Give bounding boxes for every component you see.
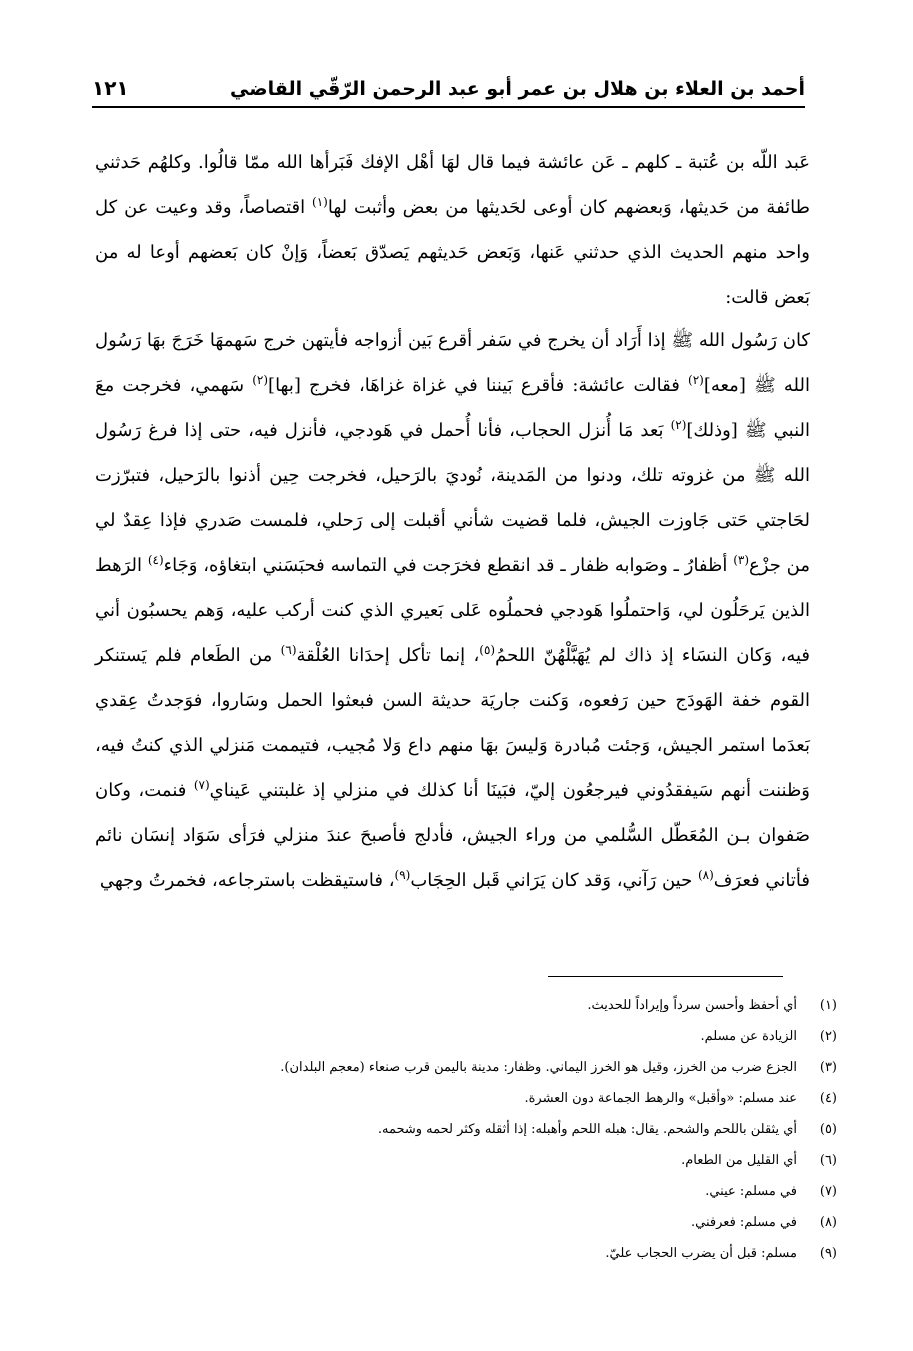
footnote-number: (٢) <box>819 1029 837 1044</box>
body-paragraph <box>95 318 810 903</box>
footnote-marker: (٦) <box>280 643 297 657</box>
footnote-number: (٧) <box>819 1184 837 1199</box>
footnote-marker: (٣) <box>733 553 750 567</box>
footnote <box>92 1114 837 1145</box>
footnote <box>92 1052 837 1083</box>
footnote-marker: (٢) <box>252 373 269 387</box>
footnote-marker: (٩) <box>394 868 411 882</box>
footnote-marker: (٢) <box>688 373 704 387</box>
footnote-marker: (٤) <box>147 553 164 567</box>
paragraph-text: ، فاستيقظت باسترجاعه، فخمرتُ وجهي <box>99 870 395 891</box>
page-header <box>92 68 805 108</box>
footnotes-list <box>92 990 837 1269</box>
paragraph-text: حين رَآني، وَقد كان يَرَاني قَبل الحِجَاب <box>410 870 698 891</box>
footnote-text: في مسلم: عيني. <box>705 1184 797 1199</box>
footnote <box>92 1207 837 1238</box>
footnote-number: (٩) <box>819 1246 837 1261</box>
footnote-marker: (٨) <box>697 868 714 882</box>
footnote-text: أي القليل من الطعام. <box>681 1153 797 1168</box>
body-paragraph <box>95 140 810 320</box>
running-title: أحمد بن العلاء بن هلال بن عمر أبو عبد الرحمن الرّقّي القاضي <box>230 78 805 100</box>
footnote <box>92 1145 837 1176</box>
footnote-text: مسلم: قبل أن يضرب الحجاب عليّ. <box>605 1246 797 1261</box>
paragraph-text: فنمت، وكان صَفوان بـن المُعَطّل السُّلمي من وراء الجيش، فأدلج فأصبحَ عندَ منزلي فرَأى سَوَاد إنسَان نائم فأتاني فعرَف <box>95 780 810 891</box>
footnote <box>92 990 837 1021</box>
paragraph-text: بَعد مَا أُنزل الحجاب، فأنا أُحمل في هَودجي، فأنزل فيه، حتى إذا فرغ رَسُول الله ﷺ من غزوته تلك، ودنوا من المَدينة، نُوديَ بالرَحيل، فخرجت حِين أذنوا بالرَحيل، فتبرّزت لحَاجتي حَتى جَاوزت الجيش، فلما قضيت شأني أقبلت إلى رَحلي، فلمست صَدري فإذا عِقدٌ لي من جزْع <box>95 420 810 576</box>
footnote-marker: (٢) <box>670 418 687 432</box>
footnote-number: (١) <box>819 998 837 1013</box>
paragraph-text: من الطَعام فلم يَستنكر القوم خفة الهَودَج حين رَفعوه، وَكنت جاريَة حديثة السن فبعثوا الحمل وسَاروا، فوَجدتُ عِقدي بَعدَما استمر الجيش، وَجئت مُبادرة وَليسَ بهَا منهم داع وَلا مُجيب، فتيممت مَنزلي الذي كنتُ فيه، وَظننت أنهم سَيفقدُوني فيرجعُون إليّ، فبَينَا أنا كذلك في منزلي إذ غلبتني عَيناي <box>95 645 810 801</box>
footnote-text: أي أحفظ وأحسن سرداً وإيراداً للحديث. <box>587 998 797 1013</box>
footnote-divider <box>548 976 783 977</box>
footnote-text: أي يثقلن باللحم والشحم. يقال: هبله اللحم وأهبله: إذا أثقله وكثر لحمه وشحمه. <box>377 1122 797 1137</box>
footnote-marker: (٧) <box>193 778 210 792</box>
paragraph-text: سَهمي، فخرجت معَ النبي ﷺ [وذلك] <box>95 375 810 441</box>
footnote-text: في مسلم: فعرفني. <box>691 1215 797 1230</box>
paragraph-text: الرَهط الذين يَرحَلُون لي، وَاحتملُوا هَودجي فحملُوه عَلى بَعيري الذي كنت أركب عليه، وَهم يحسبُون أني فيه، وَكان النسَاء إذ ذاك لم يُهَبَّلْهُنّ اللحمُ <box>95 555 811 666</box>
paragraph-text: أظفارُ ـ وصَوابه ظفار ـ قد انقطع فخرَجت في التماسه فحبَسَني ابتغاؤه، وَجَاء <box>163 555 734 576</box>
footnote-number: (٦) <box>819 1153 837 1168</box>
paragraph-text: كان رَسُول الله ﷺ إذا أَرَاد أن يخرج في سَفر أقرع بَين أزواجه فأيتهن خرج سَهمهَا خَرَجَ بهَا رَسُول الله ﷺ [معه] <box>95 330 810 396</box>
paragraph-text: فقالت عائشة: فأقرع بَيننا في غزاة غزاهَا، فخرج [بها] <box>268 375 688 396</box>
paragraph-text: عَبد اللّه بن عُتبة ـ كلهم ـ عَن عائشة فيما قال لهَا أهْل الإفك فَبَرأها الله ممّا قالُوا. وكلهُم حَدثني طائفة من حَديثها، وَبعضهم كان أوعى لحَديثها من بعض وأثبت لها <box>95 152 810 218</box>
footnote-number: (٤) <box>819 1091 837 1106</box>
footnote-marker: (٥) <box>479 643 496 657</box>
footnote-marker: (١) <box>312 195 328 209</box>
footnote-number: (٥) <box>819 1122 837 1137</box>
page-number: ١٢١ <box>92 76 129 100</box>
footnote <box>92 1176 837 1207</box>
footnote <box>92 1083 837 1114</box>
footnote-number: (٨) <box>819 1215 837 1230</box>
paragraph-text: ، إنما تأكل إحدَانا العُلْقة <box>296 645 480 666</box>
footnote-number: (٣) <box>819 1060 837 1075</box>
footnote <box>92 1021 837 1052</box>
footnote-text: الزيادة عن مسلم. <box>700 1029 797 1044</box>
footnote-text: عند مسلم: «وأقبل» والرهط الجماعة دون العشرة. <box>524 1091 797 1106</box>
footnote <box>92 1238 837 1269</box>
paragraph-text: اقتصاصاً، وقد وعيت عن كل واحد منهم الحديث الذي حدثني عَنها، وَبَعض حَديثهم يَصدّق بَعضاً، وَإنْ كان بَعضهم أوعا له من بَعض قالت: <box>95 197 810 308</box>
footnote-text: الجزع ضرب من الخرز، وقيل هو الخرز اليماني. وظفار: مدينة باليمن قرب صنعاء (معجم البلدان). <box>280 1060 797 1075</box>
